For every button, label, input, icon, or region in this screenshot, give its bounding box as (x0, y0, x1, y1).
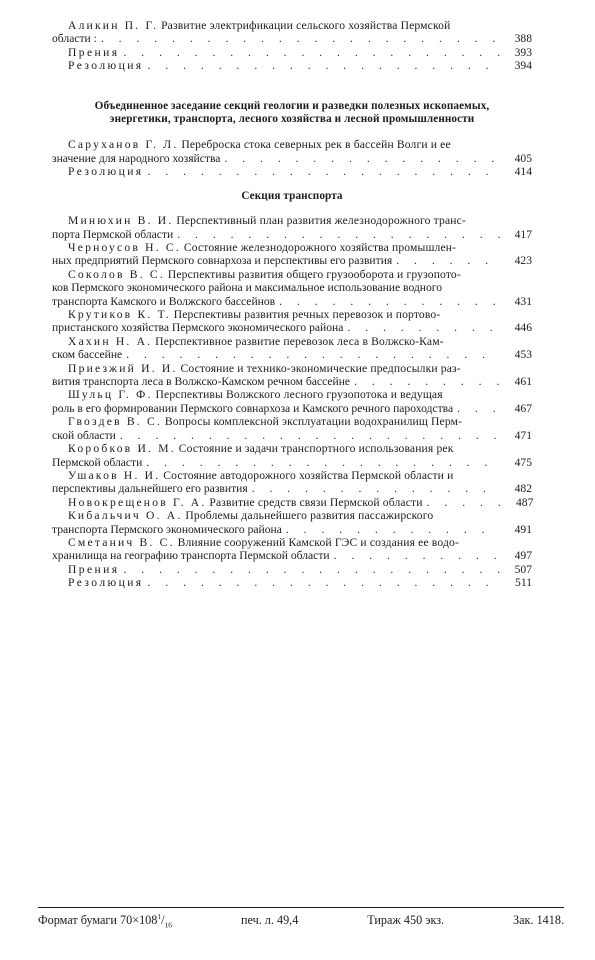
page-number: 446 (514, 321, 532, 335)
entry-title-line: Вопросы комплексной эксплуатации водохранилищ Перм- (164, 415, 463, 429)
toc-section (52, 190, 532, 590)
toc-entry (52, 362, 532, 389)
sub-label: Прения (68, 45, 120, 59)
entry-title-line: ской области (52, 428, 116, 442)
entry-title-line: транспорта Камского и Волжского бассейнов (52, 294, 276, 308)
paper-format-sub: 16 (164, 920, 172, 930)
toc-entry (52, 19, 532, 46)
section-heading-line: энергетики, транспорта, лесного хозяйства и лесной промышленности (109, 113, 475, 126)
toc-sub-entry (52, 46, 532, 59)
toc-entry (52, 496, 532, 509)
page-number: 414 (514, 165, 532, 179)
paper-format: Формат бумаги $70\times 108^1/_{16}$ (38, 911, 172, 930)
section-heading: Секция транспорта (241, 190, 343, 202)
sub-label: Резолюция (68, 576, 144, 590)
entry-author: Крутиков К. Т. (68, 308, 171, 322)
entry-title-line: перспективы дальнейшего его развития (52, 482, 248, 496)
entry-title-line: ных предприятий Пермского совнархоза и перспективы его развития (52, 254, 393, 268)
entry-title-line: Перспективы развития речных перевозок и портово- (173, 308, 441, 322)
toc-section (52, 100, 532, 179)
toc-entry (52, 241, 532, 268)
entry-title-line: Состояние и технико-экономические предпосылки раз- (180, 361, 461, 375)
toc-sub-entry (52, 576, 532, 589)
entry-title-line: ском бассейне (52, 348, 123, 362)
entry-title-line: транспорта Пермского экономического района (52, 522, 282, 536)
entry-title-line: Перспективы Волжского лесного грузопотока и ведущая (155, 388, 443, 402)
entry-title-line: пристанского хозяйства Пермского экономического района (52, 321, 344, 335)
page-number: 487 (516, 495, 534, 509)
page-number: 507 (514, 562, 532, 576)
entry-author: Хахин Н. А. (68, 334, 153, 348)
entry-author: Саруханов Г. Л. (68, 138, 179, 152)
entry-title-line: Состояние железнодорожного хозяйства промышлен- (183, 241, 457, 255)
entry-title-line: Пермской области (52, 455, 143, 469)
toc-entry (52, 442, 532, 469)
entry-author: Кибальчич О. А. (68, 509, 183, 523)
page-number: 497 (514, 549, 532, 563)
entry-title-line: Влияние сооружений Камской ГЭС и создания ее водо- (177, 535, 459, 549)
imprint-footer (38, 907, 564, 930)
toc-entry (52, 415, 532, 442)
entry-author: Шульц Г. Ф. (68, 388, 153, 402)
page-number: 388 (514, 32, 532, 46)
entry-title-line: Проблемы дальнейшего развития пассажирского (185, 509, 434, 523)
toc-sub-entry (52, 563, 532, 576)
toc-sub-entry (52, 59, 532, 72)
sub-label: Прения (68, 562, 120, 576)
toc-entry (52, 308, 532, 335)
page-number: 431 (514, 294, 532, 308)
page-number: 467 (514, 401, 532, 415)
entry-author: Приезжий И. И. (68, 361, 178, 375)
toc-entry-list (52, 214, 532, 563)
entry-title-line: Состояние и задачи транспортного использования рек (178, 442, 454, 456)
entry-author: Минюхин В. И. (68, 214, 174, 228)
page-number: 423 (514, 254, 532, 268)
toc-entry (52, 268, 532, 308)
entry-title-line: Переброска стока северных рек в бассейн Волги и ее (181, 138, 451, 152)
entry-author: Черноусов Н. С. (68, 241, 181, 255)
entry-title-line: значение для народного хозяйства (52, 151, 221, 165)
section-heading-line: Объединенное заседание секций геологии и разведки полезных ископаемых, (94, 100, 490, 112)
entry-title-line: порта Пермской области (52, 227, 174, 241)
entry-title-line: Развитие средств связи Пермской области (209, 495, 423, 509)
toc-sub-entry (52, 165, 532, 178)
page-number: 482 (514, 482, 532, 496)
entry-title-line: ков Пермского экономического района и максимальное использование водного (52, 281, 443, 295)
entry-author: Гвоздев В. С. (68, 415, 163, 429)
printed-sheets: печ. л. 49,4 (240, 913, 299, 927)
entry-title-line: Перспективы развития общего грузооборота и грузопото- (167, 267, 461, 281)
entry-title-line: области : (52, 32, 97, 46)
page-number: 511 (515, 576, 532, 590)
page-number: 417 (514, 227, 532, 241)
section-heading (52, 100, 532, 126)
paper-format-sup: 1 (157, 911, 162, 921)
entry-author: Коробков И. М. (68, 442, 176, 456)
entry-author: Аликин П. Г. (68, 19, 159, 32)
entry-title-line: Перспективное развитие перевозок леса в Волжско-Кам- (155, 334, 444, 348)
page-number: 475 (514, 455, 532, 469)
page-number: 491 (514, 522, 532, 536)
toc-entry (52, 509, 532, 536)
page-number: 471 (514, 428, 532, 442)
toc-entry (52, 536, 532, 563)
entry-title-line: Развитие электрификации сельского хозяйства Пермской (161, 19, 451, 32)
entry-title-line: вития транспорта леса в Волжско-Камском речном бассейне (52, 375, 351, 389)
toc-entry (52, 388, 532, 415)
toc-entry (52, 214, 532, 241)
toc-entry (52, 335, 532, 362)
page-number: 393 (514, 45, 532, 59)
page-number: 461 (514, 375, 532, 389)
toc-entry (52, 138, 532, 165)
sub-label: Резолюция (68, 59, 144, 73)
paper-format-text: Формат бумаги 70×108 (38, 913, 158, 927)
entry-author: Новокрещенов Г. А. (68, 495, 207, 509)
page-number: 453 (514, 348, 532, 362)
entry-title-line: роль в его формировании Пермского совнархоза и Камского речного пароходства (52, 401, 454, 415)
entry-author: Соколов В. С. (68, 267, 165, 281)
sub-label: Резолюция (68, 165, 144, 179)
entry-author: Сметанич В. С. (68, 535, 175, 549)
entry-title-line: хранилища на географию транспорта Пермской области (52, 549, 330, 563)
entry-title-line: Перспективный план развития железнодорожного транс- (176, 214, 466, 228)
toc-section (52, 19, 532, 73)
page-number: 405 (514, 151, 532, 165)
order-number: Зак. 1418. (513, 913, 564, 927)
entry-author: Ушаков Н. И. (68, 468, 161, 482)
page-number: 394 (514, 59, 532, 73)
toc-entry (52, 469, 532, 496)
print-run: Тираж 450 экз. (367, 913, 445, 927)
entry-title-line: Состояние автодорожного хозяйства Пермской области и (163, 468, 454, 482)
